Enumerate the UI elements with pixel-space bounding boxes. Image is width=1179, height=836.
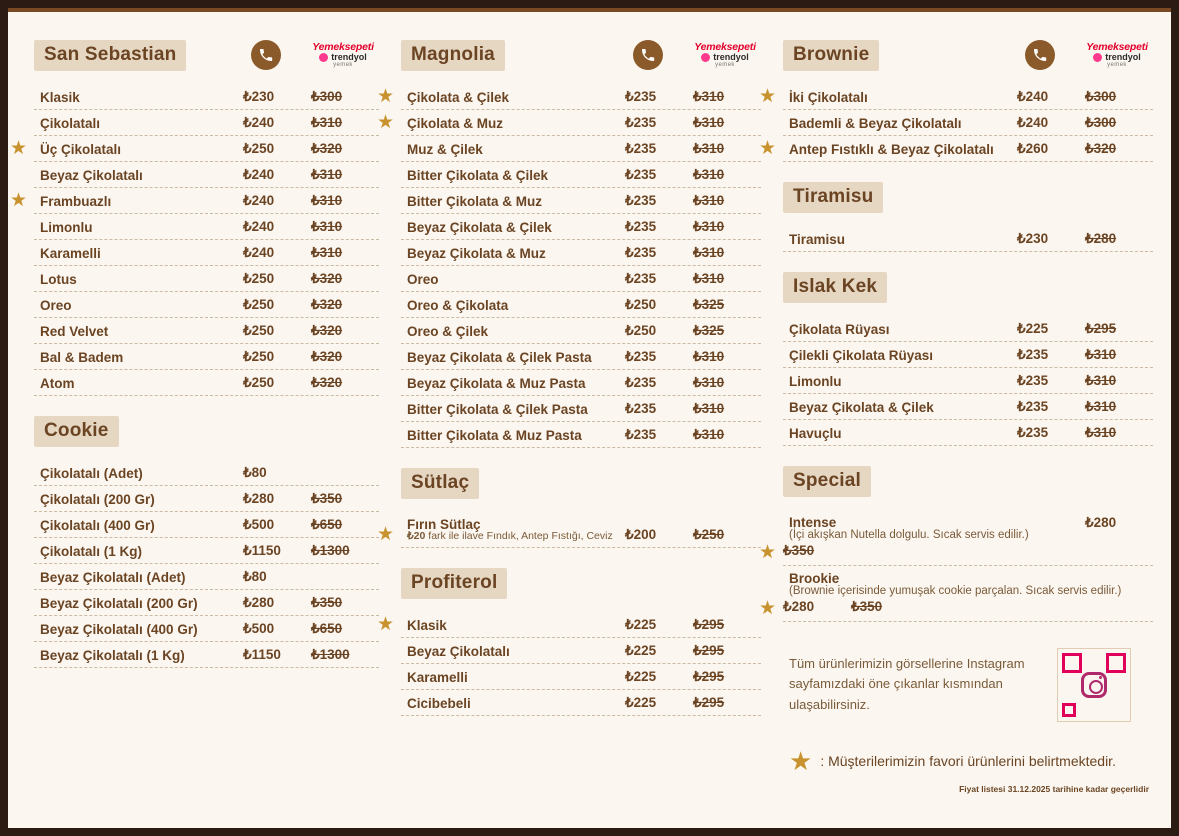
menu-item-row[interactable] [377, 110, 761, 136]
star-icon: ★ [759, 138, 777, 159]
partner-logos-row [689, 53, 761, 62]
item-price: ₺230 [1017, 231, 1049, 246]
item-price-old: ₺325 [693, 297, 725, 312]
instagram-block [783, 648, 1153, 722]
phone-icon[interactable] [633, 40, 663, 70]
item-name: Klasik [40, 90, 80, 105]
item-price-old: ₺325 [693, 323, 725, 338]
item-name: Karamelli [40, 246, 101, 261]
menu-item-row[interactable] [783, 316, 1153, 342]
menu-item-row[interactable] [34, 266, 379, 292]
item-price: ₺80 [243, 465, 267, 480]
item-price: ₺280 [243, 595, 275, 610]
item-name: Oreo [407, 272, 439, 287]
item-price: ₺240 [243, 193, 275, 208]
star-icon: ★ [759, 541, 777, 563]
item-price: ₺280 [1085, 515, 1117, 530]
menu-item-row[interactable] [34, 564, 379, 590]
item-price: ₺235 [1017, 425, 1049, 440]
menu-item-row[interactable] [34, 590, 379, 616]
star-icon: ★ [10, 190, 28, 211]
item-price-old: ₺295 [693, 643, 725, 659]
menu-item-row[interactable] [401, 664, 761, 690]
item-price-old: ₺295 [1085, 321, 1117, 336]
item-name: Bademli & Beyaz Çikolatalı [789, 116, 962, 131]
item-price-old: ₺300 [311, 89, 343, 104]
item-name: Oreo [40, 298, 72, 313]
item-price-old: ₺650 [311, 517, 343, 532]
item-price-old: ₺310 [311, 219, 343, 234]
item-price: ₺240 [243, 167, 275, 182]
item-name: Beyaz Çikolata & Çilek [789, 400, 934, 415]
item-name: Çikolatalı (Adet) [40, 466, 143, 481]
menu-item-row[interactable] [34, 84, 379, 110]
item-name: Çikolatalı [40, 116, 101, 131]
item-name: Beyaz Çikolatalı [40, 168, 143, 183]
item-price: ₺225 [625, 695, 657, 711]
item-name: Beyaz Çikolata & Çilek Pasta [407, 350, 592, 365]
order-channel-icons [251, 40, 379, 70]
section-title: Special [783, 466, 871, 497]
trendyol-sub-label: yemek [715, 62, 735, 69]
section-items [759, 84, 1153, 162]
yemeksepeti-label: Yemeksepeti [694, 40, 756, 53]
item-price: ₺240 [243, 245, 275, 260]
star-icon: ★ [759, 597, 777, 619]
item-price-old: ₺1300 [311, 543, 350, 558]
item-price: ₺235 [625, 401, 657, 416]
item-name: Beyaz Çikolata & Çilek [407, 220, 552, 235]
phone-icon[interactable] [1025, 40, 1055, 70]
item-price: ₺500 [243, 517, 275, 532]
item-price-old: ₺310 [693, 193, 725, 208]
instagram-text: Tüm ürünlerimizin görsellerine Instagram sayfamızdaki öne çıkanlar kısmından ulaşabilirsiniz. [789, 655, 1025, 713]
partner-logos-row [1081, 53, 1153, 62]
section-title: Tiramisu [783, 182, 883, 213]
item-price: ₺250 [243, 349, 275, 364]
section-items [377, 612, 761, 716]
delivery-partners-logo [1081, 42, 1153, 69]
section-title: Brownie [783, 40, 879, 71]
column-right [759, 34, 1153, 794]
item-name: Atom [40, 376, 75, 391]
partner-logos-row [307, 53, 379, 62]
section-header [34, 410, 379, 452]
menu-item-row[interactable] [34, 486, 379, 512]
item-name: Beyaz Çikolata & Muz [407, 246, 546, 261]
menu-item-row[interactable] [759, 510, 1153, 566]
menu-item-row[interactable] [10, 136, 379, 162]
getir-icon [1093, 53, 1102, 62]
menu-item-row[interactable] [783, 226, 1153, 252]
item-price-old: ₺350 [783, 542, 815, 558]
item-price-old: ₺300 [1085, 89, 1117, 104]
item-price-old: ₺310 [311, 193, 343, 208]
section-header [783, 460, 1153, 502]
item-price-old: ₺310 [693, 167, 725, 182]
item-name: Beyaz Çikolata & Muz Pasta [407, 376, 586, 391]
order-channel-icons [633, 40, 761, 70]
item-name: Karamelli [407, 670, 468, 686]
item-price: ₺235 [625, 245, 657, 260]
item-price-old: ₺650 [311, 621, 343, 636]
item-price-old: ₺310 [693, 245, 725, 260]
item-name: Bitter Çikolata & Muz [407, 194, 543, 209]
item-price: ₺235 [625, 193, 657, 208]
section-header [401, 562, 761, 604]
item-price: ₺235 [625, 349, 657, 364]
menu-item-row[interactable] [783, 420, 1153, 446]
item-price: ₺230 [243, 89, 275, 104]
favorite-legend-text: : Müşterilerimizin favori ürünlerini belirtmektedir. [820, 752, 1116, 769]
section-items [377, 84, 761, 448]
getir-icon [701, 53, 710, 62]
item-price-old: ₺300 [1085, 115, 1117, 130]
item-name: Beyaz Çikolatalı (1 Kg) [40, 648, 185, 663]
section-header [401, 34, 761, 76]
item-name: Bitter Çikolata & Muz Pasta [407, 428, 582, 443]
menu-item-row[interactable] [401, 690, 761, 716]
getir-icon [319, 53, 328, 62]
column-mid [377, 34, 761, 794]
section-header [401, 462, 761, 504]
item-price-old: ₺310 [1085, 347, 1117, 362]
item-price: ₺280 [783, 598, 815, 614]
item-price-old: ₺310 [693, 427, 725, 442]
section-items [759, 510, 1153, 622]
item-name: Çikolatalı (200 Gr) [40, 492, 155, 507]
menu-item-row[interactable] [34, 512, 379, 538]
item-name: Çikolatalı (1 Kg) [40, 544, 143, 559]
item-price-old: ₺320 [311, 271, 343, 286]
delivery-partners-logo [307, 42, 379, 69]
item-price: ₺235 [625, 89, 657, 104]
item-name: Beyaz Çikolatalı [407, 644, 510, 660]
column-left [10, 34, 379, 794]
menu-item-row[interactable] [34, 292, 379, 318]
item-price: ₺235 [625, 375, 657, 390]
item-name: Limonlu [789, 374, 842, 389]
star-icon: ★ [10, 138, 28, 159]
menu-columns [8, 12, 1171, 794]
delivery-partners-logo [689, 42, 761, 69]
item-price: ₺225 [625, 643, 657, 659]
item-price-old: ₺310 [311, 167, 343, 182]
item-name: Çikolata & Muz [407, 116, 504, 131]
item-price: ₺280 [243, 491, 275, 506]
menu-item-row[interactable] [34, 110, 379, 136]
menu-item-row[interactable] [401, 162, 761, 188]
item-price: ₺225 [1017, 321, 1049, 336]
menu-item-row[interactable] [10, 188, 379, 214]
item-note-text: fark ile ilave Fındık, Antep Fıstığı, Ceviz [428, 530, 613, 542]
section-items [783, 316, 1153, 446]
menu-item-row[interactable] [401, 318, 761, 344]
section-title: Cookie [34, 416, 119, 447]
item-price: ₺250 [243, 375, 275, 390]
menu-item-row[interactable] [401, 344, 761, 370]
instagram-qr-code[interactable] [1057, 648, 1131, 722]
item-price-old: ₺320 [311, 349, 343, 364]
menu-item-row[interactable] [377, 512, 761, 548]
menu-item-row[interactable] [34, 460, 379, 486]
item-price-old: ₺295 [693, 669, 725, 685]
item-name: Lotus [40, 272, 77, 287]
item-price: ₺250 [243, 297, 275, 312]
menu-item-row[interactable] [783, 368, 1153, 394]
item-name: Klasik [407, 618, 447, 634]
menu-item-row[interactable] [34, 538, 379, 564]
item-price: ₺235 [625, 167, 657, 182]
star-icon: ★ [377, 614, 395, 636]
item-name: Çikolata & Çilek [407, 90, 510, 105]
trendyol-label: trendyol [713, 52, 749, 63]
item-price: ₺240 [243, 219, 275, 234]
validity-note: Fiyat listesi 31.12.2025 tarihine kadar geçerlidir [959, 783, 1149, 794]
item-name: Intense [789, 515, 837, 530]
item-name: Oreo & Çilek [407, 324, 489, 339]
menu-item-row[interactable] [401, 638, 761, 664]
item-price-old: ₺350 [851, 598, 883, 614]
item-price: ₺235 [625, 141, 657, 156]
menu-item-row[interactable] [759, 566, 1153, 622]
menu-item-row[interactable] [401, 370, 761, 396]
menu-item-row[interactable] [34, 240, 379, 266]
item-price: ₺240 [1017, 89, 1049, 104]
item-price-old: ₺295 [693, 695, 725, 711]
item-name: Çikolata Rüyası [789, 322, 890, 337]
item-price-old: ₺295 [693, 617, 725, 633]
item-price: ₺500 [243, 621, 275, 636]
section-header [783, 176, 1153, 218]
menu-item-row[interactable] [34, 318, 379, 344]
star-icon: ★ [377, 86, 395, 107]
menu-item-row[interactable] [759, 136, 1153, 162]
item-name: Tiramisu [789, 232, 846, 247]
item-price: ₺250 [243, 141, 275, 156]
item-name: Bitter Çikolata & Çilek Pasta [407, 402, 588, 417]
menu-item-row[interactable] [401, 422, 761, 448]
section-header [783, 266, 1153, 308]
menu-item-row[interactable] [34, 616, 379, 642]
item-name: Limonlu [40, 220, 93, 235]
menu-item-row[interactable] [401, 396, 761, 422]
section-header [783, 34, 1153, 76]
item-price-old: ₺320 [311, 375, 343, 390]
instagram-icon [1081, 672, 1107, 698]
item-price: ₺250 [243, 323, 275, 338]
section-title: Magnolia [401, 40, 505, 71]
item-price: ₺235 [1017, 399, 1049, 414]
section-items [783, 226, 1153, 252]
item-name: Havuçlu [789, 426, 842, 441]
item-price-old: ₺1300 [311, 647, 350, 662]
item-price-old: ₺310 [693, 219, 725, 234]
item-price: ₺235 [625, 271, 657, 286]
section-items [377, 512, 761, 548]
item-price-old: ₺310 [693, 349, 725, 364]
item-name: Frambuazlı [40, 194, 112, 209]
item-price: ₺260 [1017, 141, 1049, 156]
item-price-old: ₺310 [1085, 399, 1117, 414]
item-price: ₺250 [625, 297, 657, 312]
yemeksepeti-label: Yemeksepeti [1086, 40, 1148, 53]
menu-item-row[interactable] [783, 394, 1153, 420]
item-price-old: ₺310 [693, 271, 725, 286]
item-price-old: ₺350 [311, 491, 343, 506]
item-price-old: ₺310 [693, 141, 725, 156]
menu-item-row[interactable] [783, 342, 1153, 368]
section-items [34, 460, 379, 668]
item-price: ₺250 [243, 271, 275, 286]
trendyol-label: trendyol [331, 52, 367, 63]
item-price: ₺225 [625, 617, 657, 633]
menu-item-row[interactable] [401, 292, 761, 318]
section-title: Sütlaç [401, 468, 479, 499]
menu-item-row[interactable] [783, 110, 1153, 136]
item-name: Fırın Sütlaç [407, 517, 481, 532]
menu-item-row[interactable] [34, 214, 379, 240]
item-price: ₺240 [1017, 115, 1049, 130]
item-note [401, 530, 625, 543]
item-price: ₺235 [625, 115, 657, 130]
section-items [10, 84, 379, 396]
item-price: ₺250 [625, 323, 657, 338]
menu-item-row[interactable] [377, 84, 761, 110]
item-name: Çilekli Çikolata Rüyası [789, 348, 934, 363]
trendyol-label: trendyol [1105, 52, 1141, 63]
star-icon: ★ [377, 112, 395, 133]
item-price: ₺240 [243, 115, 275, 130]
item-name: Bitter Çikolata & Çilek [407, 168, 549, 183]
item-name: Üç Çikolatalı [40, 142, 122, 157]
item-description: (İçi akışkan Nutella dolgulu. Sıcak servis edilir.) [789, 529, 1029, 541]
item-price-old: ₺310 [693, 401, 725, 416]
section-title: Profiterol [401, 568, 507, 599]
item-price: ₺80 [243, 569, 267, 584]
menu-item-row[interactable] [401, 214, 761, 240]
section-title: Islak Kek [783, 272, 887, 303]
menu-page [8, 8, 1171, 828]
item-name: Bal & Badem [40, 350, 124, 365]
item-name: Oreo & Çikolata [407, 298, 509, 313]
item-price: ₺235 [625, 427, 657, 442]
menu-item-row[interactable] [401, 240, 761, 266]
item-price-old: ₺320 [311, 297, 343, 312]
item-name: Red Velvet [40, 324, 109, 339]
item-price: ₺200 [625, 527, 657, 543]
item-name: Beyaz Çikolatalı (400 Gr) [40, 622, 198, 637]
item-name: Çikolatalı (400 Gr) [40, 518, 155, 533]
order-channel-icons [1025, 40, 1153, 70]
menu-item-row[interactable] [34, 370, 379, 396]
menu-item-row[interactable] [34, 344, 379, 370]
item-price: ₺225 [625, 669, 657, 685]
item-price-old: ₺250 [693, 527, 725, 543]
phone-icon[interactable] [251, 40, 281, 70]
item-name: Beyaz Çikolatalı (Adet) [40, 570, 186, 585]
item-price-old: ₺280 [1085, 231, 1117, 246]
item-name: Muz & Çilek [407, 142, 483, 157]
menu-item-row[interactable] [401, 136, 761, 162]
menu-item-row[interactable] [377, 612, 761, 638]
item-price-old: ₺310 [311, 245, 343, 260]
menu-item-row[interactable] [34, 642, 379, 668]
item-name: Beyaz Çikolatalı (200 Gr) [40, 596, 198, 611]
section-header [34, 34, 379, 76]
menu-item-row[interactable] [401, 188, 761, 214]
item-price-old: ₺320 [311, 141, 343, 156]
favorite-legend [783, 745, 1153, 776]
star-icon: ★ [759, 86, 777, 107]
item-price-old: ₺310 [693, 89, 725, 104]
item-price: ₺1150 [243, 543, 281, 558]
star-icon: ★ [789, 745, 813, 776]
item-price-old: ₺310 [1085, 373, 1117, 388]
item-name: Cicibebeli [407, 696, 471, 712]
section-title: San Sebastian [34, 40, 186, 71]
item-name: Brookie [789, 570, 840, 586]
menu-item-row[interactable] [759, 84, 1153, 110]
yemeksepeti-label: Yemeksepeti [312, 40, 374, 53]
item-price: ₺235 [1017, 347, 1049, 362]
item-price-old: ₺350 [311, 595, 343, 610]
item-price-old: ₺310 [311, 115, 343, 130]
item-price-old: ₺310 [693, 375, 725, 390]
item-price: ₺235 [625, 219, 657, 234]
item-price-old: ₺310 [1085, 425, 1117, 440]
item-name: İki Çikolatalı [789, 90, 868, 105]
menu-item-row[interactable] [401, 266, 761, 292]
item-price-old: ₺320 [1085, 141, 1117, 156]
item-description: (Brownie içerisinde yumuşak cookie parçalan. Sıcak servis edilir.) [789, 584, 1122, 597]
star-icon: ★ [377, 524, 395, 546]
trendyol-sub-label: yemek [333, 62, 353, 69]
item-price: ₺1150 [243, 647, 281, 662]
trendyol-sub-label: yemek [1107, 62, 1127, 69]
item-price: ₺235 [1017, 373, 1049, 388]
item-name: Antep Fıstıklı & Beyaz Çikolatalı [789, 142, 994, 157]
item-price-old: ₺310 [693, 115, 725, 130]
menu-item-row[interactable] [34, 162, 379, 188]
item-note-amount: ₺20 [407, 530, 426, 542]
item-price-old: ₺320 [311, 323, 343, 338]
